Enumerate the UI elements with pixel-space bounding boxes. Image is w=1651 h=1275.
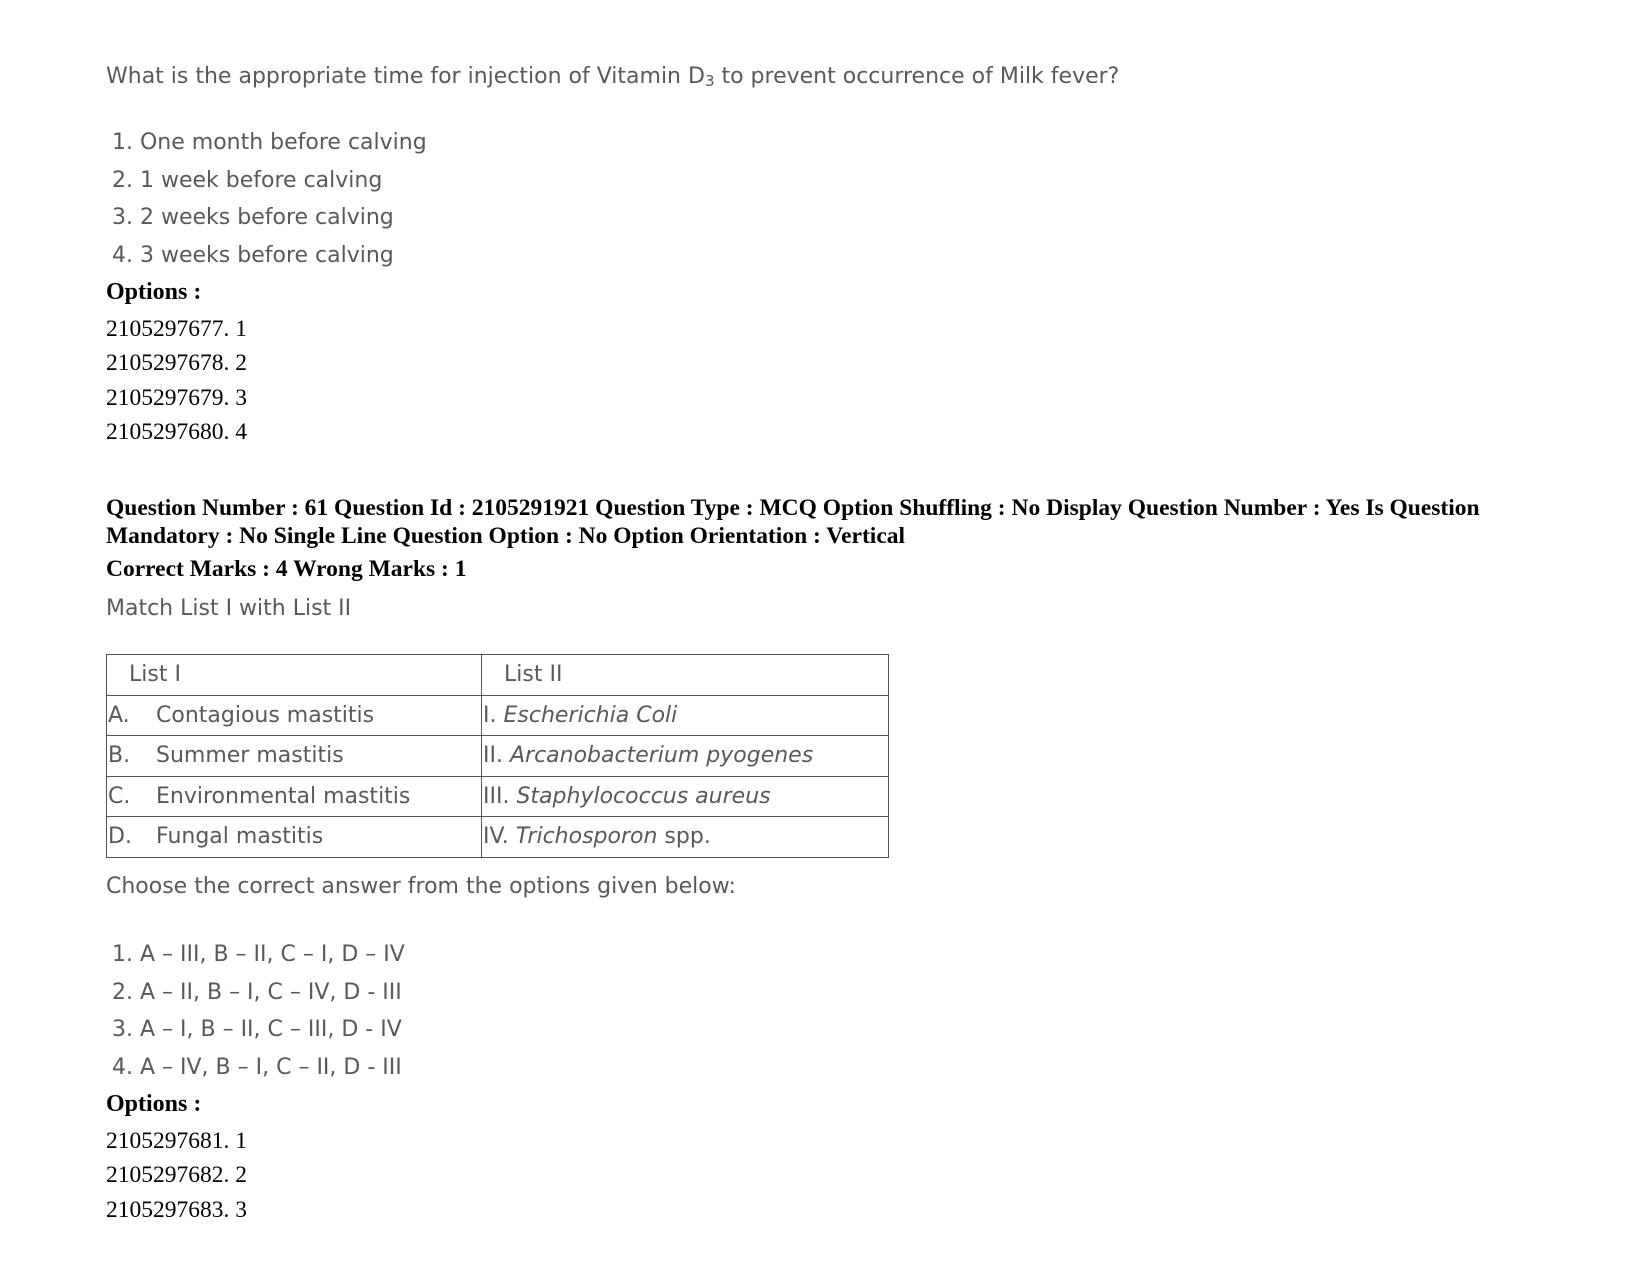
list-1-item: Environmental mastitis bbox=[156, 783, 411, 809]
question-2-meta: Question Number : 61 Question Id : 2105291921 Question Type : MCQ Option Shuffling : No Display Question Number : Yes Is Question Mandatory : No Single Line Question Option : No Option Orientation : Vertical bbox=[106, 495, 1480, 549]
question-2-option: 2105297681. 1 bbox=[106, 1128, 247, 1154]
table-header-list-2: List II bbox=[482, 655, 889, 696]
list-2-organism: Escherichia Coli bbox=[503, 702, 678, 728]
question-1-choice: 2. 1 week before calving bbox=[112, 167, 383, 193]
table-header-row bbox=[107, 655, 889, 696]
table-row bbox=[107, 776, 889, 817]
question-1-option: 2105297680. 4 bbox=[106, 418, 247, 445]
list-1-letter: D. bbox=[108, 824, 132, 850]
question-2-options-label: Options : bbox=[106, 1091, 202, 1117]
list-1-letter: A. bbox=[108, 702, 130, 728]
question-2-options bbox=[106, 1124, 247, 1227]
list-2-suffix: spp. bbox=[657, 824, 711, 850]
question-1-subscript: 3 bbox=[704, 72, 715, 90]
list-2-cell bbox=[482, 736, 889, 777]
list-2-roman: I. bbox=[483, 702, 497, 728]
list-1-cell bbox=[107, 736, 482, 777]
match-table bbox=[106, 654, 889, 858]
question-2-choose-text: Choose the correct answer from the options given below: bbox=[106, 874, 736, 899]
question-2-choice: 1. A – III, B – II, C – I, D – IV bbox=[112, 942, 405, 967]
question-1-options-label: Options : bbox=[106, 279, 202, 305]
question-2-option: 2105297682. 2 bbox=[106, 1162, 247, 1189]
list-1-cell bbox=[107, 776, 482, 817]
list-2-cell bbox=[482, 817, 889, 858]
list-2-roman: III. bbox=[483, 783, 510, 809]
question-1-text-after: to prevent occurrence of Milk fever? bbox=[714, 64, 1120, 89]
list-2-organism: Trichosporon bbox=[515, 824, 658, 850]
question-2-choice: 2. A – II, B – I, C – IV, D - III bbox=[112, 979, 402, 1005]
question-1-choice: 1. One month before calving bbox=[112, 130, 427, 155]
list-1-item: Contagious mastitis bbox=[156, 702, 375, 728]
question-1-option: 2105297677. 1 bbox=[106, 316, 247, 342]
list-1-letter: C. bbox=[108, 783, 131, 809]
question-1-choice: 3. 2 weeks before calving bbox=[112, 205, 394, 231]
table-header-list-1: List I bbox=[107, 655, 482, 696]
list-2-cell bbox=[482, 695, 889, 736]
question-1-text-before: What is the appropriate time for injection of Vitamin D bbox=[106, 64, 705, 89]
list-2-roman: IV. bbox=[483, 824, 509, 850]
question-1-options bbox=[106, 312, 247, 449]
list-1-item: Summer mastitis bbox=[156, 743, 344, 769]
table-row bbox=[107, 695, 889, 736]
list-2-organism: Arcanobacterium pyogenes bbox=[509, 743, 814, 769]
question-2-option: 2105297683. 3 bbox=[106, 1196, 247, 1223]
table-row bbox=[107, 736, 889, 777]
list-2-organism: Staphylococcus aureus bbox=[516, 783, 771, 809]
question-2-choice: 4. A – IV, B – I, C – II, D - III bbox=[112, 1055, 402, 1081]
question-1-choices bbox=[112, 124, 427, 275]
question-1-option: 2105297679. 3 bbox=[106, 384, 247, 411]
question-1-choice: 4. 3 weeks before calving bbox=[112, 243, 394, 269]
question-2-marks: Correct Marks : 4 Wrong Marks : 1 bbox=[106, 556, 467, 582]
list-2-roman: II. bbox=[483, 743, 503, 769]
question-2-choice: 3. A – I, B – II, C – III, D - IV bbox=[112, 1017, 402, 1043]
list-2-cell bbox=[482, 776, 889, 817]
question-2-intro: Match List I with List II bbox=[106, 596, 352, 621]
list-1-cell bbox=[107, 695, 482, 736]
table-row bbox=[107, 817, 889, 858]
list-1-cell bbox=[107, 817, 482, 858]
question-2-choices bbox=[112, 936, 405, 1087]
list-1-letter: B. bbox=[108, 743, 131, 769]
list-1-item: Fungal mastitis bbox=[156, 824, 324, 850]
question-1-text bbox=[106, 64, 1119, 89]
question-1-option: 2105297678. 2 bbox=[106, 350, 247, 377]
